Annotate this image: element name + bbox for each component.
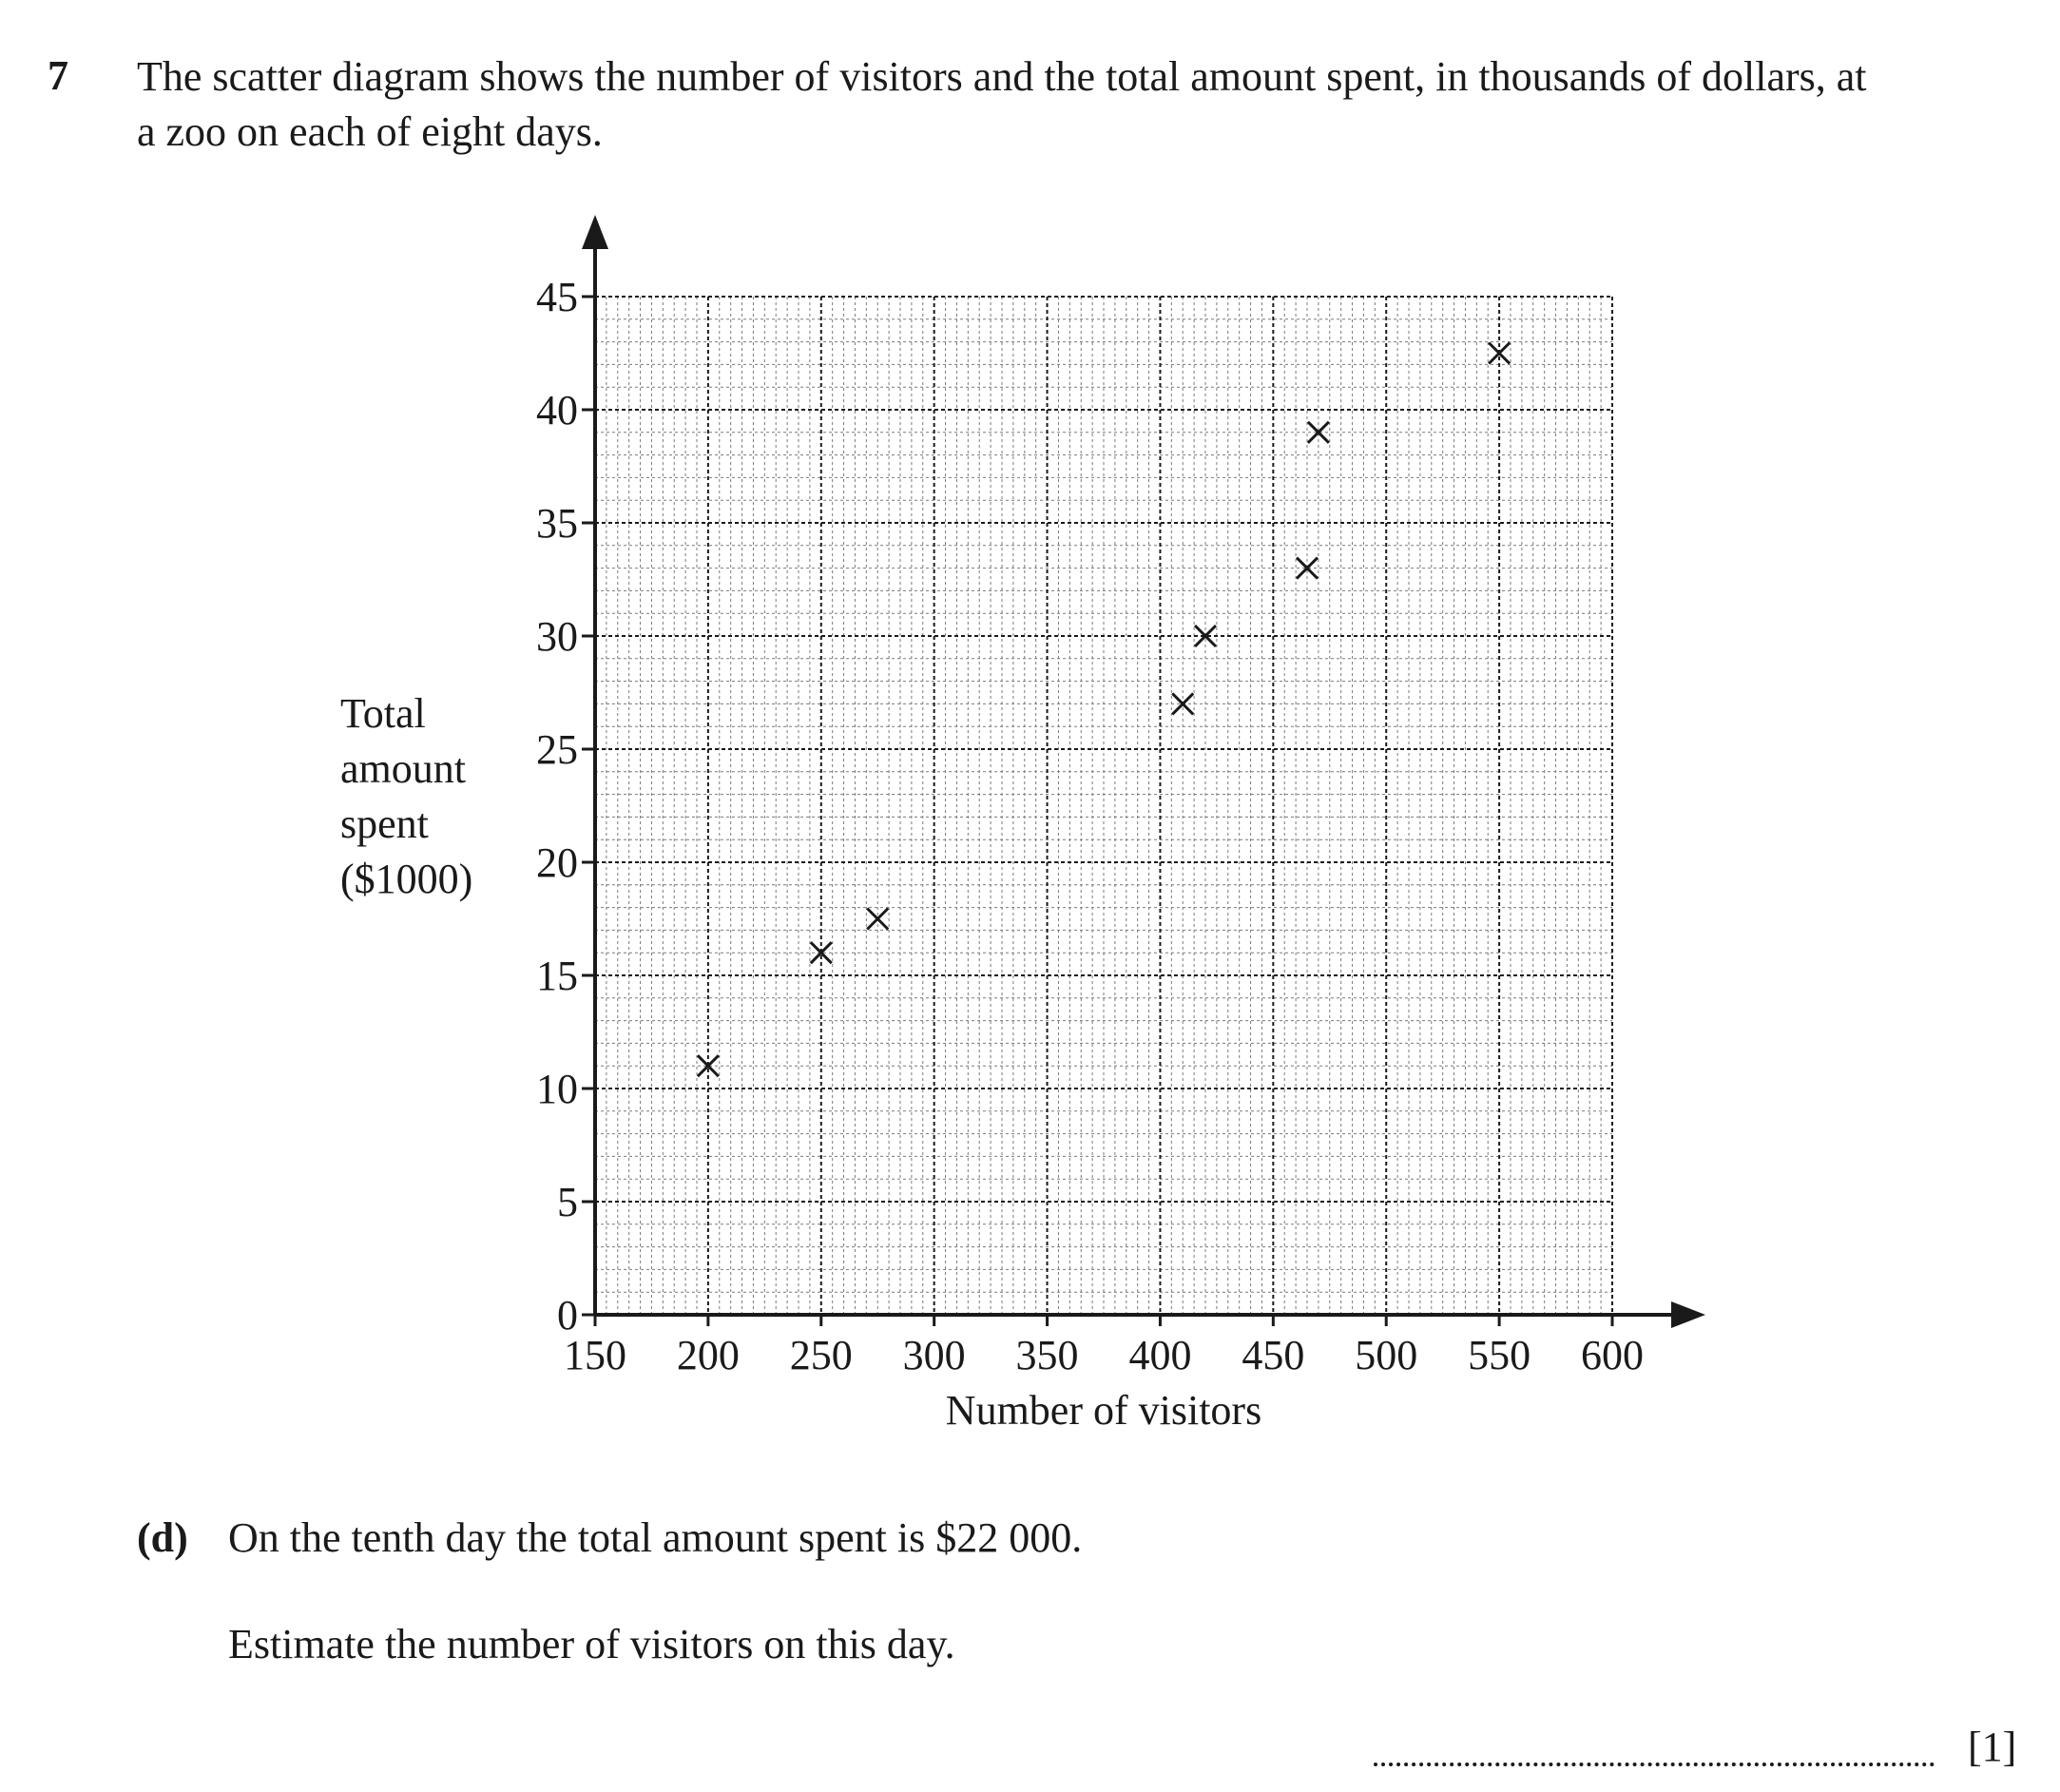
x-tick-label: 250	[789, 1332, 853, 1378]
y-tick-label: 25	[536, 726, 578, 773]
y-tick-label: 30	[536, 613, 578, 660]
y-axis-label	[340, 690, 476, 902]
question-stem-line-2: a zoo on each of eight days.	[137, 108, 603, 155]
x-tick-label: 600	[1581, 1332, 1644, 1378]
y-tick-label: 15	[536, 953, 578, 999]
y-tick-label: 40	[536, 387, 578, 434]
y-tick-label: 45	[536, 274, 578, 320]
question-stem-line-1: The scatter diagram shows the number of visitors and the total amount spent, in thousands of dollars, at	[137, 53, 1867, 100]
x-tick-label: 450	[1242, 1332, 1305, 1378]
y-tick-label: 20	[536, 839, 578, 886]
x-tick-label: 500	[1355, 1332, 1418, 1378]
x-axis-label: Number of visitors	[945, 1387, 1262, 1434]
part-d-label: (d)	[137, 1514, 188, 1561]
y-axis-label-line-4: ($1000)	[340, 856, 473, 902]
y-axis-ticks	[536, 274, 595, 1339]
y-tick-label: 0	[557, 1292, 578, 1339]
x-axis-ticks	[564, 1315, 1644, 1378]
minor-grid	[595, 297, 1612, 1315]
y-axis-label-line-1: Total	[340, 690, 426, 737]
part-d-text: On the tenth day the total amount spent is $22 000.	[228, 1514, 1083, 1561]
y-axis-arrow	[582, 215, 608, 249]
x-tick-label: 150	[564, 1332, 626, 1378]
x-tick-label: 400	[1128, 1332, 1192, 1378]
x-tick-label: 300	[902, 1332, 966, 1378]
part-d	[137, 1513, 1082, 1562]
y-tick-label: 35	[536, 500, 578, 547]
y-axis-label-line-2: amount	[340, 745, 466, 792]
y-tick-label: 5	[557, 1179, 578, 1225]
part-d-instruction: Estimate the number of visitors on this day.	[228, 1621, 955, 1667]
x-axis-arrow	[1671, 1301, 1705, 1328]
answer-line[interactable]	[1374, 1726, 1935, 1766]
x-tick-label: 550	[1468, 1332, 1531, 1378]
y-axis-label-line-3: spent	[340, 800, 429, 847]
y-tick-label: 10	[536, 1066, 578, 1112]
x-tick-label: 350	[1015, 1332, 1079, 1378]
x-tick-label: 200	[676, 1332, 740, 1378]
marks-indicator: [1]	[1968, 1724, 2017, 1770]
question-number: 7	[48, 52, 68, 99]
